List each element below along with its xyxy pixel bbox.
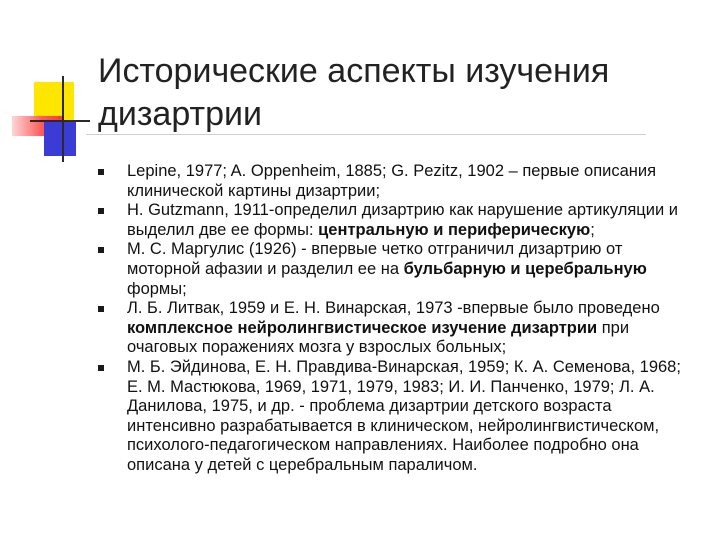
item-text-bold: центральную и периферическую xyxy=(318,220,591,239)
list-item-text xyxy=(127,201,678,239)
bullet-list xyxy=(98,162,698,476)
decor-horizontal-line xyxy=(30,120,90,122)
item-text-segment: при очаговых поражениях мозга у взрослых больных; xyxy=(127,318,630,357)
list-item-text xyxy=(127,358,681,474)
slide-title: Исторические аспекты изучения дизартрии xyxy=(98,52,610,133)
list-item xyxy=(98,299,698,358)
item-text-segment: формы; xyxy=(127,279,187,298)
list-item-text xyxy=(127,162,656,200)
item-text-segment: Lepine, 1977; A. Oppenheim, 1885; G. Pezitz, 1902 – первые описания клинической картины дизартрии; xyxy=(127,162,657,200)
item-text-segment: М. Б. Эйдинова, Е. Н. Правдива-Винарская, 1959; К. А. Семенова, 1968; Е. М. Мастюкова, 1969, 1971, 1979, 1983; И. И. Панченко, 1979; Л. А. Данилова, 1975, и др. - проблема дизартрии детского возраста интенсивно разрабатывается в клиническом, нейролингвистическом, психолого-педагогическом направлениях. Наиболее подробно она описана у детей с церебральным параличом. xyxy=(127,357,681,474)
square-bullet-icon xyxy=(98,306,104,312)
item-text-segment: Л. Б. Литвак, 1959 и Е. Н. Винарская, 1973 -впервые было проведено xyxy=(127,299,660,318)
list-item xyxy=(98,240,698,299)
item-text-bold: бульбарную и церебральную xyxy=(403,259,647,278)
list-item-text xyxy=(127,240,647,297)
list-item xyxy=(98,358,698,476)
item-text-segment: М. С. Маргулис (1926) - впервые четко отграничил дизартрию от моторной афазии и разделил ее на xyxy=(127,240,623,278)
item-text-bold: комплексное нейролингвистическое изучение дизартрии xyxy=(127,318,598,337)
square-bullet-icon xyxy=(98,208,104,214)
item-text-segment: H. Gutzmann, 1911-определил дизартрию как нарушение артикуляции и выделил две ее формы: xyxy=(127,201,678,239)
square-bullet-icon xyxy=(98,247,104,253)
item-text-segment: ; xyxy=(590,220,595,239)
list-item xyxy=(98,162,698,201)
square-bullet-icon xyxy=(98,365,104,371)
square-bullet-icon xyxy=(98,169,104,175)
decor-blue-square xyxy=(44,120,76,156)
decor-vertical-line xyxy=(62,76,64,162)
list-item-text xyxy=(127,299,660,356)
list-item xyxy=(98,201,698,240)
